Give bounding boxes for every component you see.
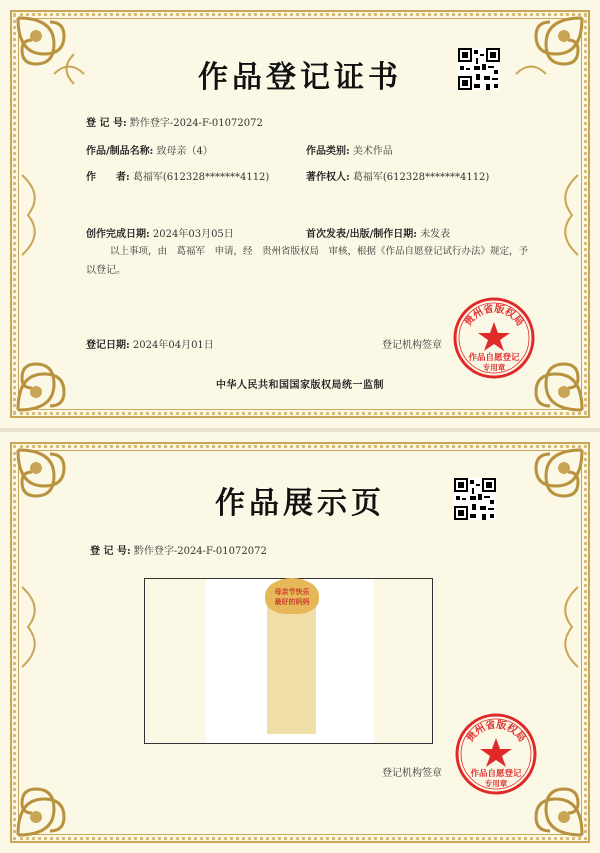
work-name-row xyxy=(86,142,213,157)
side-ornament-icon xyxy=(554,582,580,672)
publish-value: 未发表 xyxy=(420,229,451,240)
owner-label: 著作权人: xyxy=(306,172,350,183)
completion-value: 2024年03月05日 xyxy=(152,229,234,240)
seal-middle-text: 作品自愿登记 xyxy=(468,353,520,363)
owner-row xyxy=(306,168,489,183)
artwork-margin-left xyxy=(144,578,206,744)
qr-code-icon xyxy=(458,48,500,90)
artwork-text-line-1: 母亲节快乐 xyxy=(274,588,310,596)
owner-value: 葛福军(612328*******4112) xyxy=(352,172,490,183)
artwork-image xyxy=(267,600,316,734)
author-value: 葛福军(612328*******4112) xyxy=(132,172,270,183)
qr-code-icon xyxy=(454,478,496,520)
display-reg-no-label: 登 记 号: xyxy=(90,546,131,557)
side-ornament-icon xyxy=(20,582,46,672)
completion-row xyxy=(86,225,234,240)
display-title: 作品展示页 xyxy=(215,486,385,521)
authority-label: 登记机构签章 xyxy=(382,340,442,351)
display-authority-label: 登记机构签章 xyxy=(382,768,442,779)
seal-bottom-text: 专用章 xyxy=(484,779,508,788)
statement-line-2: 以登记。 xyxy=(86,265,126,276)
work-name-value: 致母亲（4） xyxy=(156,146,213,157)
category-label: 作品类别: xyxy=(306,146,350,157)
official-seal-icon xyxy=(454,712,538,796)
side-ornament-icon xyxy=(554,170,580,260)
reg-no-label: 登 记 号: xyxy=(86,118,127,129)
author-row xyxy=(86,168,269,183)
category-row xyxy=(306,142,393,157)
statement-line-1: 以上事项，由 葛福军 申请，经 贵州省版权局 审核，根据《作品自愿登记试行办法》规定，予 xyxy=(110,246,529,257)
artwork-margin-right xyxy=(374,578,433,744)
display-reg-no-row xyxy=(90,542,267,557)
publish-row xyxy=(306,225,450,240)
work-name-label: 作品/制品名称: xyxy=(86,146,154,157)
seal-top-text: 贵州省版权局 xyxy=(464,719,528,745)
reg-no-row xyxy=(86,114,263,129)
reg-no-value: 黔作登字-2024-F-01072072 xyxy=(129,118,263,129)
display-reg-no-value: 黔作登字-2024-F-01072072 xyxy=(133,546,267,557)
official-seal-icon xyxy=(452,296,536,380)
completion-label: 创作完成日期: xyxy=(86,229,150,240)
corner-ornament-icon xyxy=(14,761,92,839)
certificate-title: 作品登记证书 xyxy=(198,60,402,95)
reg-date-value: 2024年04月01日 xyxy=(132,340,214,351)
seal-bottom-text: 专用章 xyxy=(482,363,506,372)
side-ornament-icon xyxy=(20,170,46,260)
reg-date-label: 登记日期: xyxy=(86,340,130,351)
publish-label: 首次发表/出版/制作日期: xyxy=(306,229,417,240)
seal-top-text: 贵州省版权局 xyxy=(462,303,526,329)
seal-middle-text: 作品自愿登记 xyxy=(470,769,522,779)
corner-ornament-icon xyxy=(14,336,92,414)
category-value: 美术作品 xyxy=(352,146,393,157)
reg-date-row xyxy=(86,336,214,351)
artwork-text-line-2: 最好的妈妈 xyxy=(274,598,310,606)
certificate-footer: 中华人民共和国国家版权局统一监制 xyxy=(216,380,384,391)
author-label: 作 者: xyxy=(86,172,130,183)
statement xyxy=(86,242,556,280)
